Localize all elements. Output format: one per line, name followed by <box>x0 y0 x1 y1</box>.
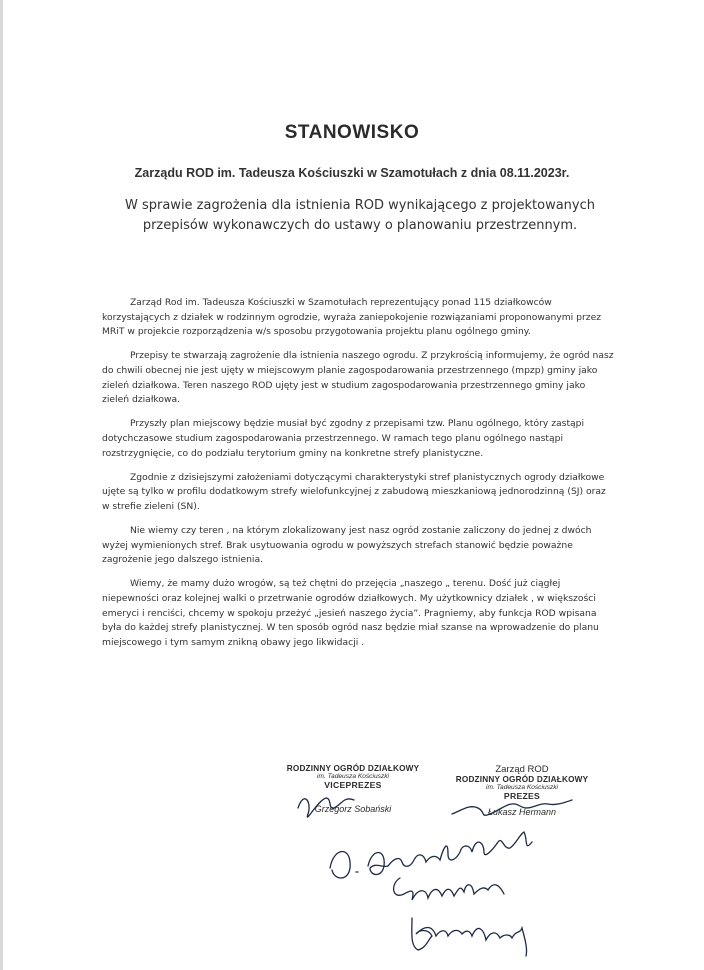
paragraph-4: Zgodnie z dzisiejszymi założeniami dotyczącymi charakterystyki stref planistycznych ogrody działkowe ujęte są tylko w profilu dodatkowym strefy wielofunkcyjnej z zabudową mieszkaniową jednorodzinną (SJ) oraz w strefie zieleni (SN). <box>102 471 606 512</box>
paragraph-3: Przyszły plan miejscowy będzie musiał być zgodny z przepisami tzw. Planu ogólnego, który zastąpi dotychczasowe studium zagospodarowania przestrzennego. W ramach tego planu ogólnego nastąpi rozstrzygnięcie, co do podziału terytorium gminy na konkretne strefy planistyczne. <box>102 418 585 459</box>
document-subtitle: Zarządu ROD im. Tadeusza Kościuszki w Szamotułach z dnia 08.11.2023r. <box>134 166 570 180</box>
document-subject: W sprawie zagrożenia dla istnienia ROD wynikającego z projektowanych przepisów wykonawczych do ustawy o planowaniu przestrzennym. <box>124 198 595 233</box>
signature-line-2 <box>394 878 504 900</box>
scan-edge <box>0 0 3 970</box>
stamp-name: Grzegorz Sobański <box>314 804 392 814</box>
stamp-board: Zarząd ROD <box>495 764 549 775</box>
stamp-role: VICEPREZES <box>324 780 382 790</box>
stamp-org: RODZINNY OGRÓD DZIAŁKOWY <box>286 764 420 773</box>
signature-line-1 <box>330 832 532 878</box>
stamp-patron: im. Tadeusza Kościuszki <box>317 773 389 780</box>
stamp-president <box>442 764 602 817</box>
stamp-name: Łukasz Hermann <box>487 807 557 817</box>
paragraph-1: Zarząd Rod im. Tadeusza Kościuszki w Szamotułach reprezentujący ponad 115 działkowców korzystających z działek w rodzinnym ogrodzie, wyraża zaniepokojenie rozwiązaniami proponowanymi przez MRiT w projekcie rozporządzenia w/s sposobu przygotowania projektu planu ogólnego gminy. <box>102 297 602 338</box>
stamp-role: PREZES <box>503 791 541 801</box>
stamp-org: RODZINNY OGRÓD DZIAŁKOWY <box>455 775 589 784</box>
document-body <box>102 296 614 660</box>
stamp-vicepresident <box>268 764 438 814</box>
signature-line-3 <box>412 918 527 956</box>
paragraph-5: Nie wiemy czy teren , na którym zlokalizowany jest nasz ogród zostanie zaliczony do jednej z dwóch wyżej wymienionych stref. Brak usytuowania ogrodu w powyższych strefach stanowić będzie poważne zagrożenie jego dalszego istnienia. <box>102 525 592 566</box>
paragraph-2: Przepisy te stwarzają zagrożenie dla istnienia naszego ogrodu. Z przykrością informujemy, że ogród nasz do chwili obecnej nie jest ujęty w miejscowym planie zagospodarowania przestrzennego (mpzp) gminy jako zieleń działkowa. Teren naszego ROD ujęty jest w studium zagospodarowania przestrzennego gminy jako zieleń działkowa. <box>102 350 614 406</box>
paragraph-6: Wiemy, że mamy dużo wrogów, są też chętni do przejęcia „naszego „ terenu. Dość już ciągłej niepewności oraz kolejnej walki o przetrwanie ogrodów działkowych. My użytkownicy działek , w większości emeryci i renciści, chcemy w spokoju przeżyć „jesień naszego życia”. Pragniemy, aby funkcja ROD wpisana była do każdej strefy planistycznej. W ten sposób ogród nasz będzie miał szanse na wprowadzenie do planu miejscowego i tym samym znikną obawy jego likwidacji . <box>102 578 599 648</box>
stamp-patron: im. Tadeusza Kościuszki <box>486 784 558 791</box>
document-title: STANOWISKO <box>284 122 420 143</box>
